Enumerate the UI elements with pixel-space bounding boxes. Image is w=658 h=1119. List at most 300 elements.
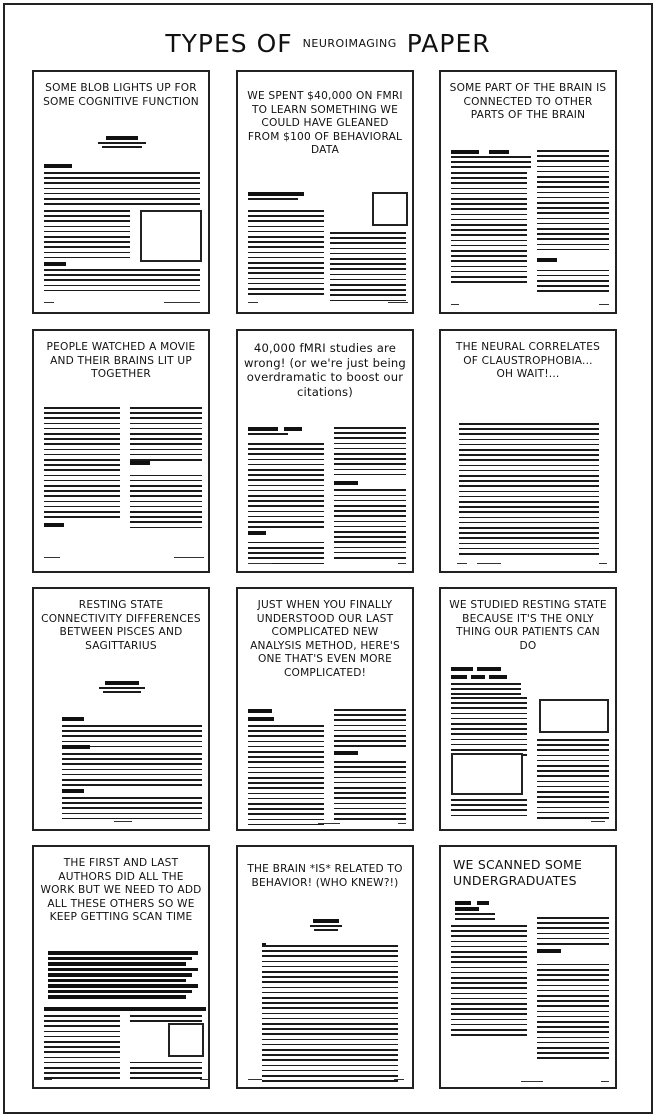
text-line [451,739,527,741]
text-line [248,511,324,513]
text-line [459,522,599,524]
text-line [248,272,324,274]
text-line [537,933,609,935]
text-line [334,541,406,543]
paper-caption: WE SCANNED SOME UNDERGRADUATES [453,857,583,888]
text-line [537,765,609,767]
footer-text [398,823,406,824]
footer-text [398,563,406,564]
text-line [451,998,527,1000]
text-line [130,495,202,497]
text-line [537,995,609,997]
text-line [44,1077,120,1079]
author-line [105,681,139,685]
section-heading [451,667,473,671]
text-line [334,719,406,721]
text-line [248,808,324,810]
author-line [48,995,186,999]
text-line [248,746,324,748]
text-line [451,177,527,179]
footer-text [248,563,272,564]
text-line [334,808,406,810]
text-line [44,246,130,248]
text-line [44,193,200,195]
text-line [459,459,599,461]
figure-box [539,699,609,733]
text-line [334,469,406,471]
text-line [334,432,406,434]
text-line [451,946,527,948]
text-line [44,274,200,276]
footer-text [44,1079,52,1080]
text-line [537,280,609,282]
footer-text [200,1079,210,1080]
text-line [44,285,200,287]
footer-text [174,557,204,558]
text-line [44,188,200,190]
text-line [330,268,406,270]
text-line [44,1015,120,1017]
paper-panel-analysis-method [236,587,414,831]
text-line [451,961,527,963]
text-line [451,1034,527,1036]
footer-text [599,304,609,305]
text-line [262,1018,398,1020]
text-line [537,207,609,209]
text-line [262,1075,398,1077]
text-line [248,485,324,487]
text-line [334,536,406,538]
text-line [537,739,609,741]
footer-text [164,302,200,303]
text-line [451,977,527,979]
text-line [537,223,609,225]
text-line [62,774,202,776]
text-line [451,219,527,221]
text-line [330,242,406,244]
text-line [44,511,120,513]
text-line [451,198,527,200]
text-line [334,526,406,528]
text-line [451,193,527,195]
text-line [537,176,609,178]
text-line [459,423,599,425]
author-line [48,979,186,983]
text-line [451,804,527,806]
section-heading [477,901,489,905]
section-heading [62,717,84,721]
text-line [248,278,324,280]
text-line [44,495,120,497]
text-line [334,505,406,507]
text-line [334,777,406,779]
text-line [537,155,609,157]
text-line [248,787,324,789]
text-line [62,769,202,771]
text-line [248,433,288,435]
text-line [537,197,609,199]
text-line [248,516,324,518]
text-line [44,480,120,482]
paper-panel-movie [32,329,210,573]
text-line [130,475,202,477]
text-line [44,454,120,456]
text-line [537,812,609,814]
text-line [62,735,202,737]
text-line [44,438,120,440]
author-line [48,984,198,988]
text-line [537,744,609,746]
text-line [451,718,527,720]
text-line [248,215,324,217]
footer-text [521,1081,543,1082]
text-line [62,784,202,786]
paper-panel-blob [32,70,210,314]
text-line [451,941,527,943]
text-line [44,407,120,409]
text-line [248,262,324,264]
text-line [537,186,609,188]
text-line [248,735,324,737]
affiliation-line [103,691,141,693]
text-line [262,1013,398,1015]
text-line [334,797,406,799]
text-line [262,1049,398,1051]
text-line [537,1037,609,1039]
paper-caption: PEOPLE WATCHED A MOVIE AND THEIR BRAINS LIT UP TOGETHER [46,341,196,381]
text-line [44,490,120,492]
text-line [334,787,406,789]
footer-text [599,563,607,564]
paper-panel-zodiac [32,587,210,831]
text-line [451,245,527,247]
text-line [44,428,120,430]
text-line [130,527,202,529]
text-line [248,252,324,254]
text-line [130,485,202,487]
text-line [451,967,527,969]
text-line [334,443,406,445]
section-heading [248,531,266,535]
text-line [459,475,599,477]
text-line [334,463,406,465]
text-line [459,454,599,456]
text-line [537,150,609,152]
text-line [248,803,324,805]
text-line [248,793,324,795]
footer-text [114,821,132,822]
footer-text [451,304,459,305]
text-line [44,443,120,445]
paper-caption: WE STUDIED RESTING STATE BECAUSE IT'S THE ONLY THING OUR PATIENTS CAN DO [449,599,607,652]
section-heading [62,789,84,793]
text-line [334,474,406,476]
text-line [62,813,202,815]
text-line [262,1044,398,1046]
text-line [248,210,324,212]
text-line [537,749,609,751]
text-line [44,464,120,466]
text-line [451,1003,527,1005]
footer-text [44,557,60,558]
text-line [334,427,406,429]
text-line [262,987,398,989]
text-line [451,925,527,927]
text-line [334,725,406,727]
text-line [248,777,324,779]
title-part1: TYPES OF [165,29,293,58]
text-line [248,767,324,769]
section-heading [44,262,66,266]
author-line [48,968,198,972]
text-line [44,177,200,179]
text-line [130,516,202,518]
text-line [451,1008,527,1010]
text-line [248,293,324,295]
text-line [44,449,120,451]
text-line [130,1072,202,1074]
figure-box [168,1023,204,1057]
footer-text [248,1079,262,1080]
text-line [537,817,609,819]
text-line [44,241,130,243]
text-line [130,1020,202,1022]
text-line [459,548,599,550]
text-line [248,751,324,753]
text-line [537,791,609,793]
text-line [334,495,406,497]
text-line [44,1072,120,1074]
text-line [334,761,406,763]
text-line [44,469,120,471]
text-line [62,741,202,743]
text-line [451,208,527,210]
text-line [537,202,609,204]
text-line [330,258,406,260]
section-heading [44,523,64,527]
text-line [262,1059,398,1061]
text-line [330,237,406,239]
text-line [334,521,406,523]
text-line [248,288,324,290]
text-line [451,1029,527,1031]
affiliation-line [102,146,142,148]
text-line [44,1036,120,1038]
text-line [62,807,202,809]
text-line [451,172,527,174]
paper-panel-resting-state [439,587,617,831]
text-line [44,210,130,212]
text-line [459,433,599,435]
text-line [130,521,202,523]
text-line [537,1031,609,1033]
footer-text [44,302,54,303]
text-line [537,760,609,762]
footer-text [318,823,340,824]
text-line [130,454,202,456]
text-line [44,182,200,184]
comic-title [5,29,651,58]
text-line [248,453,324,455]
text-line [330,279,406,281]
text-line [459,527,599,529]
text-line [44,417,120,419]
paper-panel-40000-studies [236,329,414,573]
text-line [262,961,398,963]
text-line [334,557,406,559]
text-line [537,1052,609,1054]
text-line [248,725,324,727]
section-heading [334,751,358,755]
text-line [537,770,609,772]
text-line [451,214,527,216]
text-line [62,730,202,732]
footer-text [248,302,258,303]
paper-panel-connectivity [439,70,617,314]
text-line [130,480,202,482]
paper-caption: THE BRAIN *IS* RELATED TO BEHAVIOR! (WHO KNEW?!) [247,863,403,889]
text-line [130,1077,202,1079]
text-line [44,172,200,174]
text-line [451,229,527,231]
text-line [537,160,609,162]
text-line [451,809,527,811]
text-line [455,918,495,920]
text-line [130,443,202,445]
text-line [248,198,298,200]
title-part3: PAPER [406,29,491,58]
text-line [537,1000,609,1002]
paper-panel-claustrophobia [439,329,617,573]
text-line [537,275,609,277]
text-line [451,799,527,801]
section-heading [537,258,557,262]
text-line [248,741,324,743]
text-line [459,485,599,487]
text-line [537,979,609,981]
author-line [106,136,138,140]
text-line [451,166,531,168]
text-line [451,276,527,278]
text-line [459,444,599,446]
text-line [537,781,609,783]
text-line [262,1054,398,1056]
text-line [537,238,609,240]
text-line [459,517,599,519]
text-line [248,505,324,507]
text-line [130,412,202,414]
text-line [451,749,527,751]
text-line [248,782,324,784]
section-heading [451,675,467,679]
text-line [44,433,120,435]
text-line [537,166,609,168]
text-line [44,485,120,487]
text-line [248,557,324,559]
text-line [248,241,324,243]
paper-caption: SOME BLOB LIGHTS UP FOR SOME COGNITIVE FUNCTION [43,82,199,108]
paper-panel-undergraduates [439,845,617,1089]
text-line [334,813,406,815]
text-line [451,987,527,989]
figure-box [372,192,408,226]
text-line [262,971,398,973]
text-line [537,786,609,788]
section-heading [455,901,471,905]
text-line [451,240,527,242]
text-line [537,290,609,292]
text-line [451,255,527,257]
author-line [48,951,198,955]
text-line [248,236,324,238]
text-line [248,813,324,815]
text-line [451,683,521,685]
text-line [451,281,527,283]
text-line [451,1013,527,1015]
paper-caption: 40,000 fMRI studies are wrong! (or we're just being overdramatic to boost our citations) [244,341,406,399]
text-line [248,824,324,826]
text-line [451,271,527,273]
affiliation-line [99,687,145,689]
text-line [451,707,527,709]
text-line [451,266,527,268]
text-line [334,771,406,773]
text-line [262,1033,398,1035]
text-line [130,417,202,419]
section-heading [537,949,561,953]
text-line [537,212,609,214]
text-line [451,723,527,725]
text-line [130,433,202,435]
text-line [248,730,324,732]
text-line [248,526,324,528]
text-line [248,521,324,523]
text-line [130,428,202,430]
footer-text [388,302,408,303]
text-line [262,992,398,994]
text-line [537,270,609,272]
text-line [451,733,527,735]
text-line [44,501,120,503]
text-line [248,479,324,481]
text-line [330,300,406,302]
text-line [451,930,527,932]
text-line [44,236,130,238]
text-line [262,997,398,999]
text-line [334,735,406,737]
text-line [262,1028,398,1030]
section-heading [477,667,501,671]
text-line [537,990,609,992]
text-line [44,1031,120,1033]
text-line [334,515,406,517]
text-line [334,510,406,512]
text-line [334,782,406,784]
text-line [130,438,202,440]
text-line [451,982,527,984]
section-heading [130,461,150,465]
text-line [537,249,609,251]
text-line [451,1019,527,1021]
text-line [537,285,609,287]
text-line [334,552,406,554]
text-line [537,801,609,803]
text-line [248,257,324,259]
text-line [537,1021,609,1023]
text-line [262,1065,398,1067]
text-line [248,220,324,222]
affiliation-line [314,929,338,931]
